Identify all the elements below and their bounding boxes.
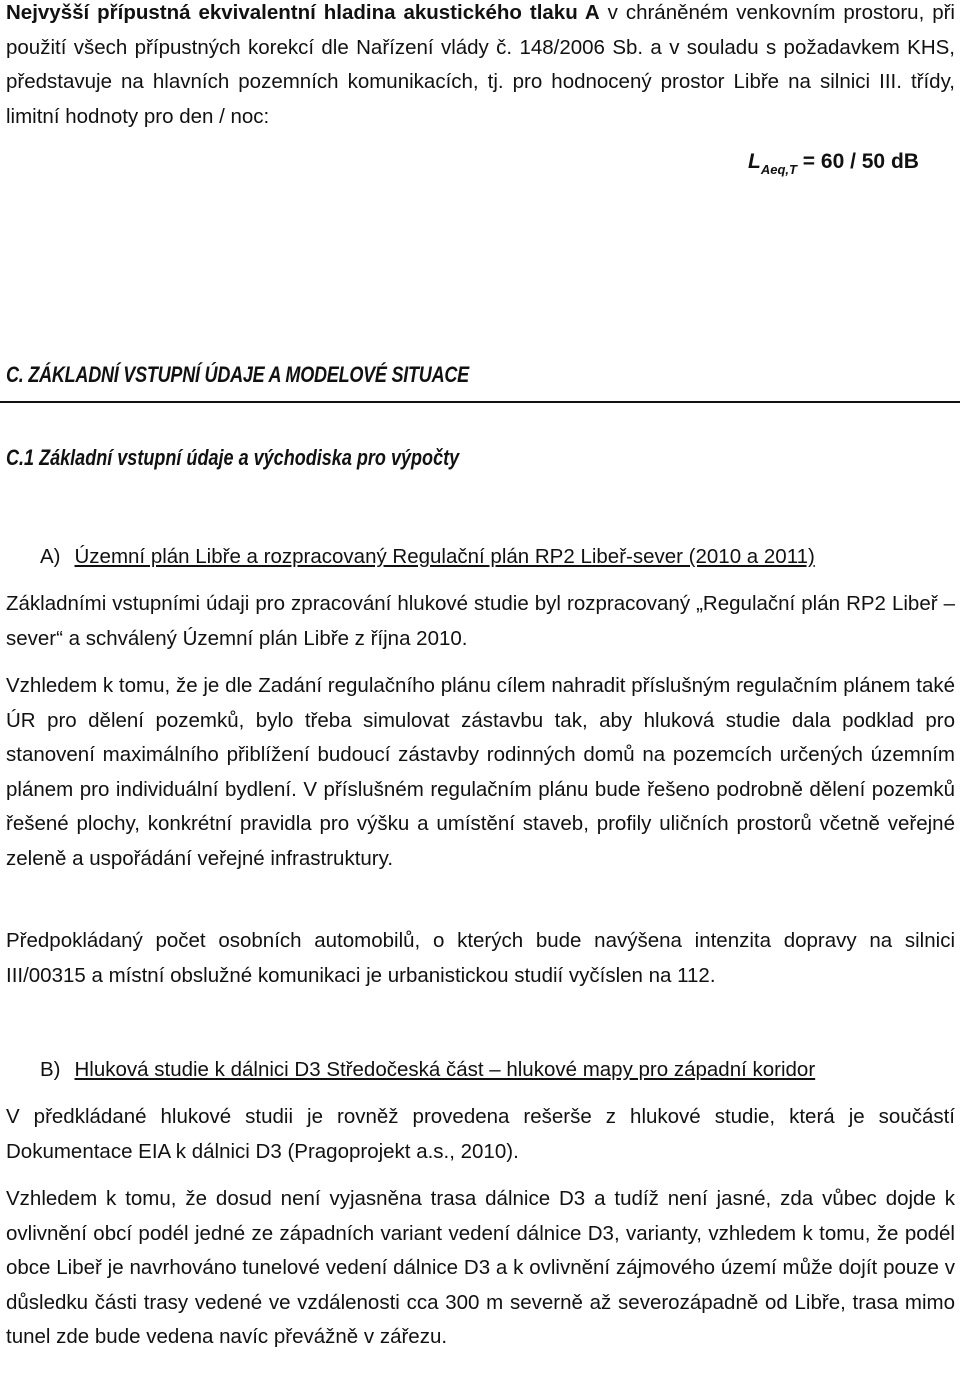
part-b-heading [40,1053,815,1087]
part-a-paragraph-1: Základními vstupními údaji pro zpracování hlukové studie byl rozpracovaný „Regulační plán RP2 Libeř – sever“ a schválený Územní plán Libře z října 2010. [6,592,955,650]
noise-limit-formula [748,150,919,177]
part-b-paragraph-1: V předkládané hlukové studii je rovněž provedena rešerše z hlukové studie, která je součástí Dokumentace EIA k dálnici D3 (Pragoprojekt a.s., 2010). [6,1105,955,1163]
subsection-c1-heading: C.1 Základní vstupní údaje a východiska pro výpočty [6,445,460,470]
part-a-title: Územní plán Libře a rozpracovaný Regulační plán RP2 Libeř-sever (2010 a 2011) [74,545,815,568]
part-a-heading [40,540,815,574]
part-a-paragraph-3: Předpokládaný počet osobních automobilů, o kterých bude navýšena intenzita dopravy na silnici III/00315 a místní obslužné komunikaci je urbanistickou studií vyčíslen na 112. [6,929,955,987]
part-a-paragraph-2: Vzhledem k tomu, že je dle Zadání regulačního plánu cílem nahradit příslušným regulačním plánem také ÚR pro dělení pozemků, bylo třeba simulovat zástavbu tak, aby hluková studie dala podklad pro stanovení maximálního přiblížení budoucí zástavby rodinných domů na pozemcích určených územním plánem pro individuální bydlení. V příslušném regulačním plánu bude řešeno podrobně dělení pozemků řešené plochy, konkrétní pravidla pro výšku a umístění staveb, profily uličních prostorů včetně veřejné zeleně a uspořádání veřejné infrastruktury. [6,674,955,870]
section-divider [0,401,960,403]
formula-symbol: L [748,150,761,173]
formula-subscript: Aeq,T [760,162,797,177]
part-b-title: Hluková studie k dálnici D3 Středočeská část – hlukové mapy pro západní koridor [74,1058,816,1081]
part-b-label: B) [40,1058,61,1081]
intro-paragraph [6,0,955,134]
intro-text: v chráněném venkovním prostoru, při použití všech přípustných korekcí dle Nařízení vlády č. 148/2006 Sb. a v souladu s požadavkem KHS, představuje na hlavních pozemních komunikacích, tj. pro hodnocený prostor Libře na silnici III. třídy, limitní hodnoty pro den / noc: [6,1,955,128]
formula-value: = 60 / 50 dB [796,150,919,173]
part-a-label: A) [40,545,61,568]
part-b-paragraph-2: Vzhledem k tomu, že dosud není vyjasněna trasa dálnice D3 a tudíž není jasné, zda vůbec dojde k ovlivnění obcí podél jedné ze západních variant vedení dálnice D3, varianty, vzhledem k tomu, že podél obce Libeř je navrhováno tunelové vedení dálnice D3 a k ovlivnění zájmového území může dojít pouze v důsledku části trasy vedené ve vzdálenosti cca 300 m severně až severozápadně od Libře, trasa mimo tunel zde bude vedena navíc převážně v zářezu. [6,1187,955,1348]
intro-bold-text: Nejvyšší přípustná ekvivalentní hladina akustického tlaku A [6,1,600,24]
section-c-heading: C. ZÁKLADNÍ VSTUPNÍ ÚDAJE A MODELOVÉ SITUACE [6,362,469,387]
